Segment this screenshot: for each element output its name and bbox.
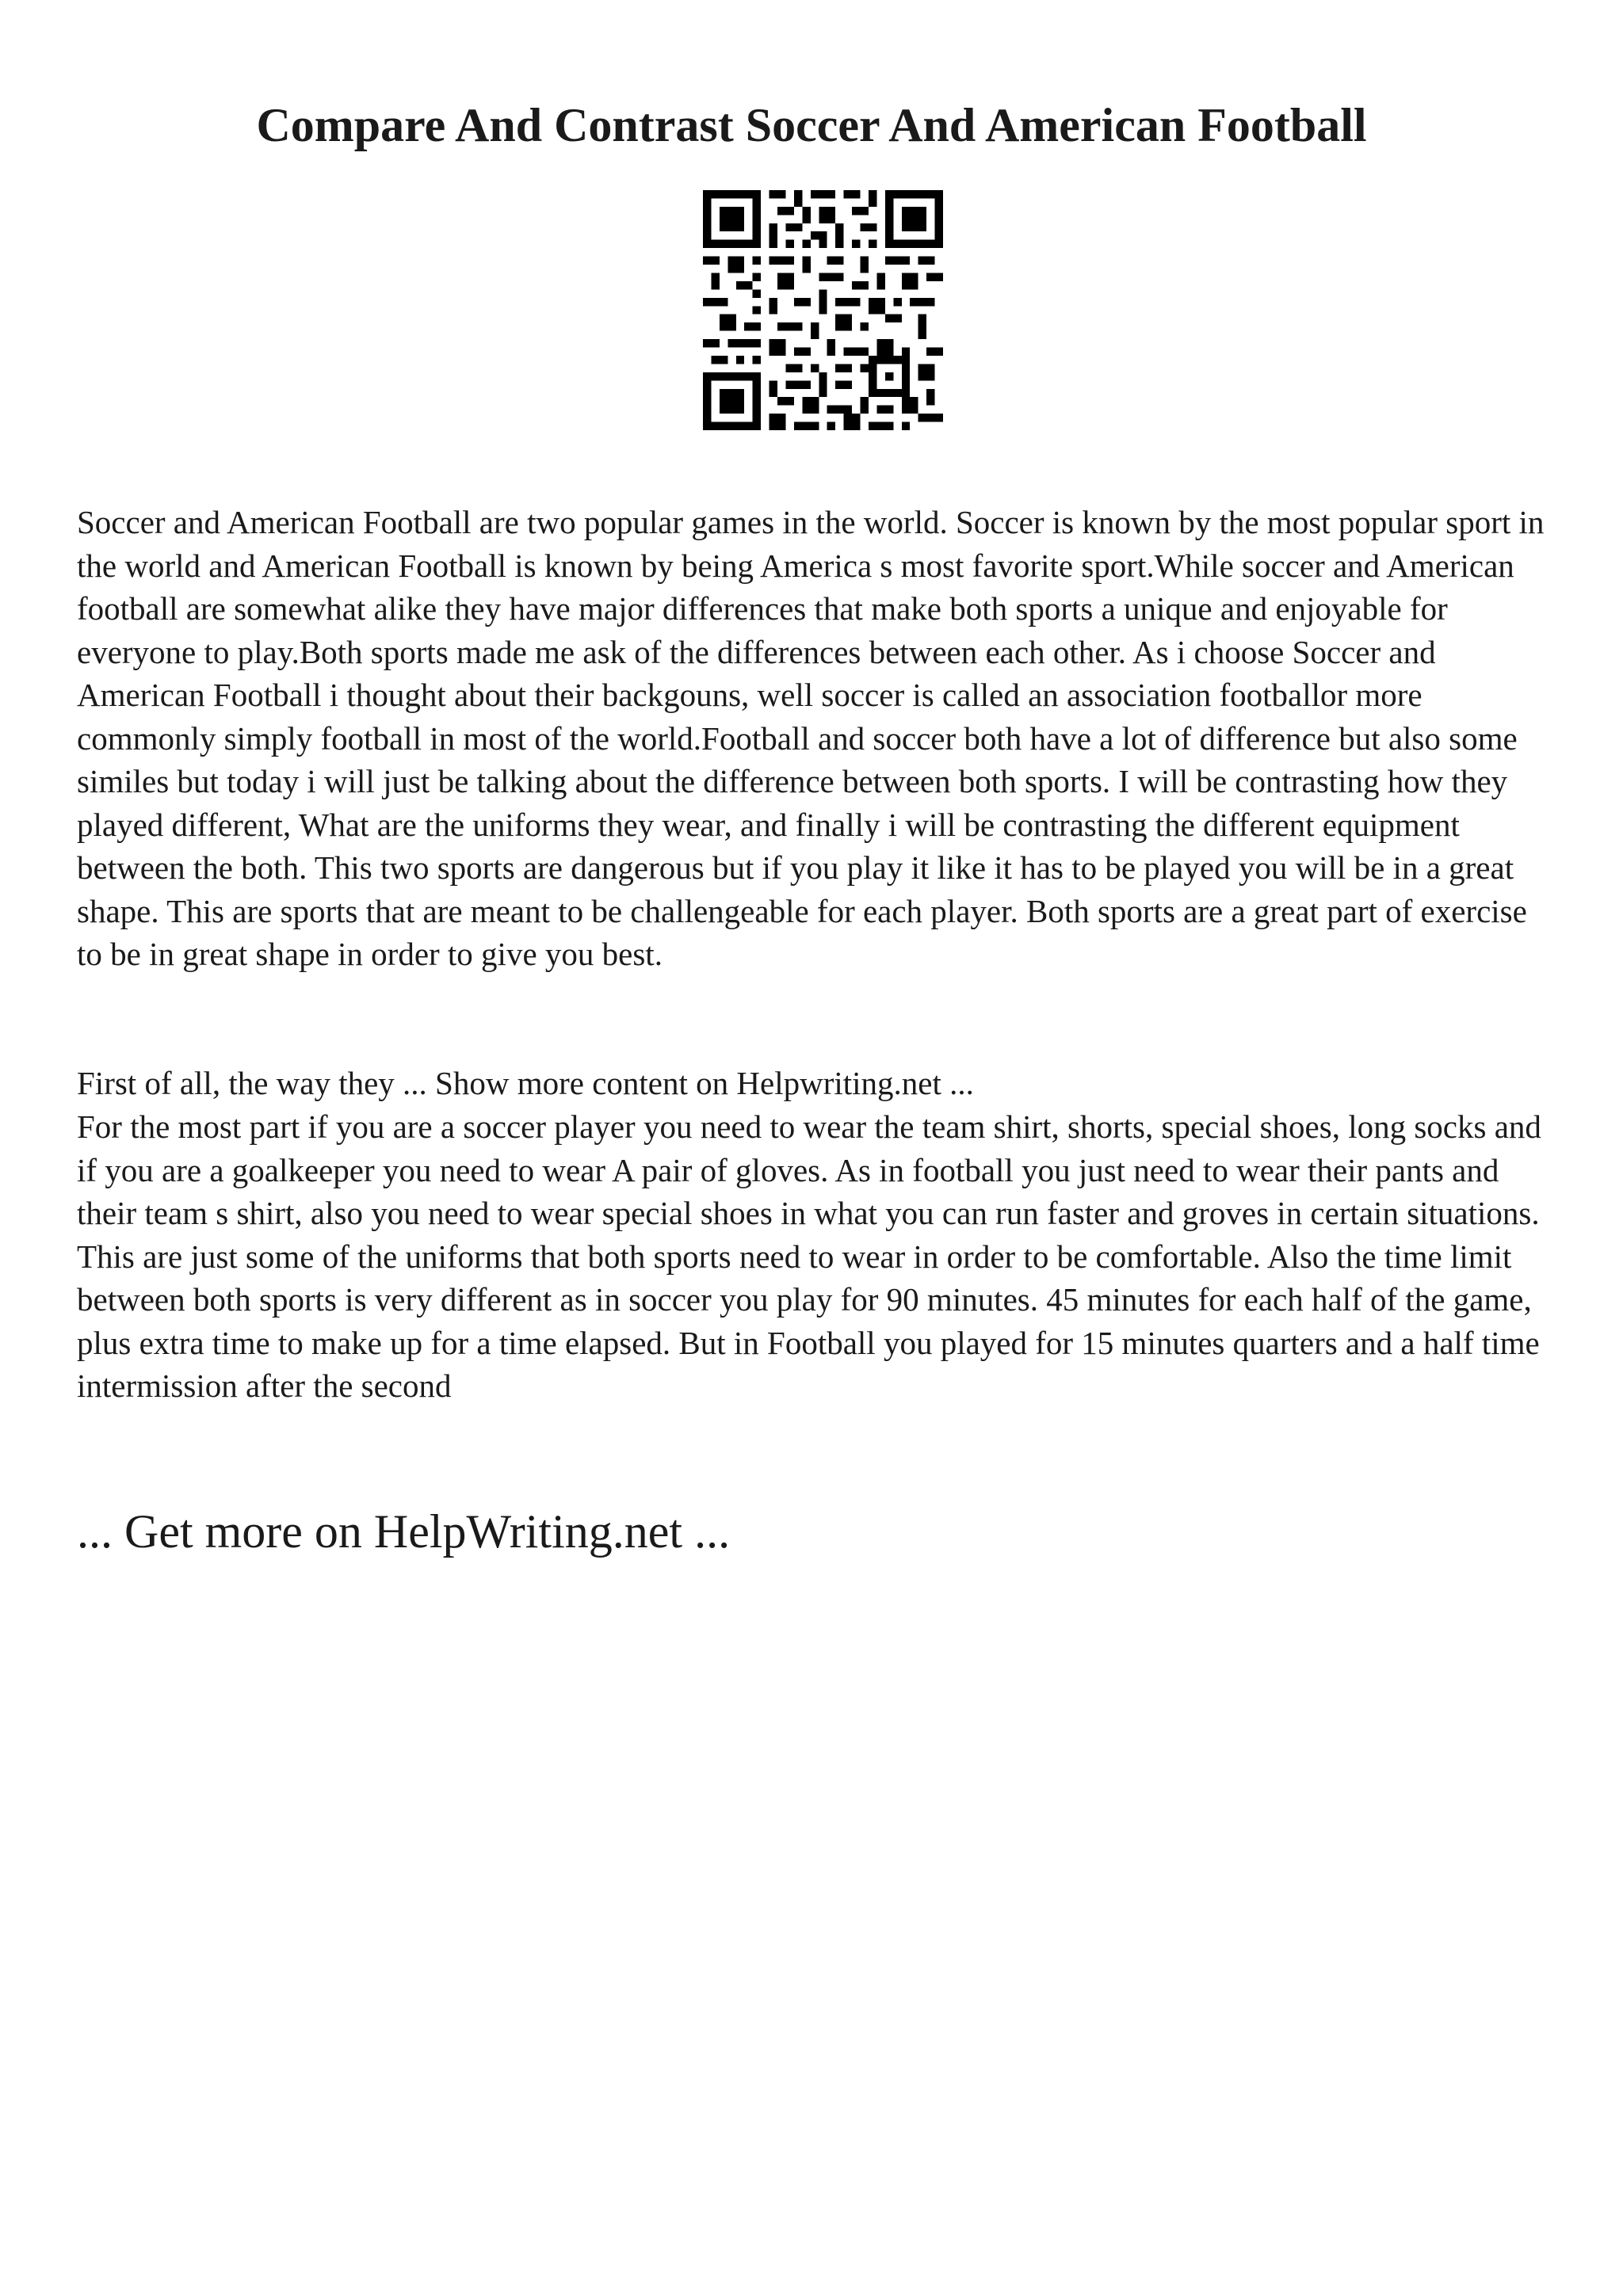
body-paragraph-2: For the most part if you are a soccer player you need to wear the team shirt, shorts, special shoes, long socks and if you are a goalkeeper you need to wear A pair of gloves. As in football you just need to wear their pants and their team s shirt, also you need to wear special shoes in what you can run faster and groves in certain situations. This are just some of the uniforms that both sports need to wear in order to be comfortable. Also the time limit between both sports is very different as in soccer you play for 90 minutes. 45 minutes for each half of the game, plus extra time to make up for a time elapsed. But in Football you played for 15 minutes quarters and a half time intermission after the second — [77, 1108, 1541, 1404]
get-more-link[interactable]: ... Get more on HelpWriting.net ... — [77, 1505, 731, 1558]
qr-code-icon — [703, 190, 943, 430]
body-paragraph-1: Soccer and American Football are two popular games in the world. Soccer is known by the most popular sport in the world and American Football is known by being America s most favorite sport.While soccer and American football are somewhat alike they have major differences that make both sports a unique and enjoyable for everyone to play.Both sports made me ask of the differences between each other. As i choose Soccer and American Football i thought about their backgouns, well soccer is called an association footballor more commonly simply football in most of the world.Football and soccer both have a lot of difference but also some similes but today i will just be talking about the difference between both sports. I will be contrasting how they played different, What are the uniforms they wear, and finally i will be contrasting the different equipment between the both. This two sports are dangerous but if you play it like it has to be played you will be in a great shape. This are sports that are meant to be challengeable for each player. Both sports are a great part of exercise to be in great shape in order to give you best. — [77, 504, 1545, 972]
document-title: Compare And Contrast Soccer And American Football — [256, 99, 1367, 151]
show-more-line[interactable]: First of all, the way they ... Show more content on Helpwriting.net ... — [77, 1065, 974, 1101]
